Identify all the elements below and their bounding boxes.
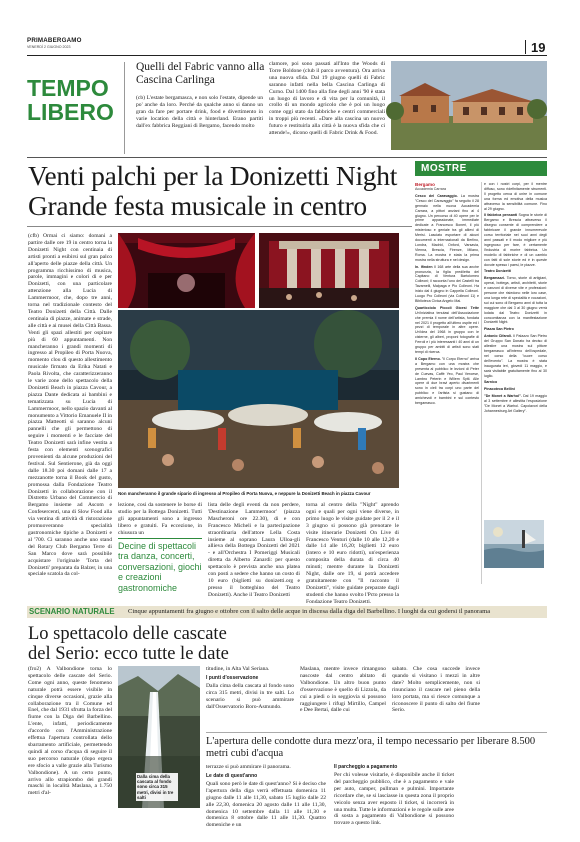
stage-curtain-photo	[118, 233, 255, 308]
scenario-banner	[27, 606, 547, 618]
bottom-headline-line2: del Serio: ecco tutte le date	[28, 644, 229, 664]
mostre-entry-title: Teatro Donizetti	[484, 269, 511, 274]
main-article-col4: torna al centro della "Night" aprendo ogni e quali per ogni viene diverse, in primo luogo le visite guidate per il 2 e il 3 giugno si possono già prenotare le visite itinerarie Donizetti On Live di Francesco Venturi (dalle 10 alle 12,20 e dalle 14 alle 16,20; biglietti 12 euro (intero e 10 euro ridotti), un'esperienza composita della durata di circa 40 minuti; mentre durante la Donizetti Night, dalle ore 19, si potrà accedere gratuitamente con "Il racconto il Donizetti", visite guidate preparate dagli studenti che hanno svolto l'Pcto presso la Fondazione Teatro Donizetti.	[306, 502, 399, 605]
mostre-entry-text: e con i nostri corpi, per il mentre diffuso, sono ridefinitamente strumenti. Il progetto cerca di unire in comune una forma ed emotiva della musica attraverso la sensibilità comune. Fino al 29 giugno.	[484, 182, 547, 211]
brand: PRIMABERGAMO	[27, 37, 82, 44]
main-photo-caption: Non mancheranno il grande sipario di ingresso al Propileo di Porta Nuova, e neppure la Donizetti Beach in piazza Cavour	[118, 491, 371, 496]
mostre-entry	[415, 306, 479, 355]
mostre-entry	[415, 357, 479, 406]
cascina-photo	[391, 61, 547, 150]
waterfall-caption: Dalla cima della cascata al fondo sono circa 315 metri, divisi in tre salti	[136, 773, 178, 801]
bottom-col2-top: titudine, in Alta Val Seriana.	[206, 666, 270, 672]
mostre-city: Bergamo	[415, 182, 435, 187]
section-title-line2: LIBERO	[27, 99, 114, 125]
banner-label: SCENARIO NATURALE	[29, 607, 115, 616]
banner-text: Cinque appuntamenti fra giugno e ottobre con il salto delle acque in discesa dalla diga del Barbellino. I luoghi da cui godersi il panorama	[128, 607, 491, 615]
mostre-entry-title: Antonio Cifaroli.	[484, 334, 514, 339]
mostre-entries-right	[484, 182, 547, 414]
page-number: 19	[531, 40, 546, 55]
mostre-entry-title: Pinacoteca Bellini	[484, 387, 515, 392]
mostre-entry-title: Il Copo Eterno.	[415, 356, 442, 361]
mostre-entry-title: Quarticciolo Piccoli Gioesi Tette	[415, 305, 479, 310]
box-subhead-parking: Il parcheggio a pagamento	[334, 764, 398, 770]
mostre-entry-text: Sogna le storie di Bergamo e Brescia attraverso il disegno consente di comprendere a fabbricare il grande innumerevole corso territoriale nei suoi anni degli anni passati e il modo migliore e più ingegnoso per fare, è certamente l'industria di morire fabbrica. Un modello di fabbriche e di un cambio con fatti di sole storie ed è in queste dovute spesso i paesi, le piazze.	[484, 213, 547, 267]
donizetti-beach-photo	[118, 310, 399, 488]
section-title-line1: TEMPO	[27, 75, 109, 101]
main-article-col2: lezione, cosi da sostenere le borse di studio per la Bottega Donizetti. Tutti gli appuntamenti sono a ingresso libero e gratuiti. Fa eccezione, in chiusura un	[118, 502, 202, 536]
bottom-headline-line1: Lo spettacolo delle cascate	[28, 624, 227, 644]
mostre-entry-text: La mostra "Cesco del Caravaggio" fa seguito il 28 gennaio nella nuova Accademia Carrara, a pittori anziani fino al 4 giugno. Un percorso di 40 opere per le prime appassionate, immediate dedicate a Francesco Boneri, il più misterioso e geniale tra gli allievi di Merisi. Lasciato esportare di alcuni documenti a internazionali da Berlino, Londra, Madrid, Oxford, Varsavia, Vienna, Brescia, Firenze, Milano, Roma. La mostra è stata la prima mostra nella struttura e nel design.	[415, 193, 480, 262]
top-article-body-right: clamore, poi sono passati all'Into the Woods di Torre Boldone (club il parco avventura). Ora arriva una nuova sfida. Dal 19 giugno quelli di Fabric saranno infatti nella bella Cascina Carlinga di Curno. Dal 1400 fino alla fine degli anni '90 è stata un luogo di lavoro e di vita per la comunità, il crollo di un mondo agricolo che è poi un luogo come oggi stato da fabbriche e centri commerciali in troppi più recenti. «Dare alla cascina un nuovo futuro e restituirla alla città è la nuova sfida che ci attende!», dicono quelli di Fabric Drink & Food.	[269, 61, 385, 137]
mostre-col-left	[415, 182, 479, 584]
mostre-header: MOSTRE	[421, 163, 467, 174]
bottom-headline	[28, 624, 268, 664]
bottom-col2-body: Dalla cima della cascata al fondo sono circa 315 metri, divisi in tre salti. Lo scenario si può ammirare dall'Osservatorio Boro-Asmundo.	[206, 682, 294, 710]
mostre-entry-title: Piazza San Pietro	[484, 327, 514, 332]
mostre-entry	[484, 394, 547, 414]
mostre-entry-title: Il fabbrica pensanti	[484, 213, 519, 218]
main-headline	[28, 161, 418, 221]
mostre-entry	[415, 265, 479, 304]
main-article-col3: lista delle degli eventi da non perdere, 'Destinazione Lammermoor' (piazza Mascheroni ore 22.30), di e con Francesco Micheli e la partecipazione straordinaria dell'attore Lella Costa insieme al soprano Laura Ulloa-gli allieva della Bottega Donizetti del 2021 - e all'Orchestra I Pomeriggi Musicali diretta da Alberto Zanardi: per questo spettacolo è prevista anche una platea con posti a sedere che hanno un costo di 10 euro (biglietti su donizetti.org e presso il botteghino del Teatro Donizetti). Anche il Teatro Donizetti	[208, 502, 300, 598]
issue-date: VENERDÌ 2 GIUGNO 2023	[27, 45, 71, 49]
propileo-photo	[259, 233, 399, 308]
mostre-entry-title: Cesco del Caravaggio.	[415, 193, 461, 198]
mostre-painting	[484, 520, 544, 568]
top-article-title: Quelli del Fabric vanno alla Cascina Carlinga	[136, 61, 265, 86]
mostre-entry-title: Bergamazzi.	[484, 276, 507, 281]
section-title	[27, 76, 114, 124]
box-col1	[206, 764, 326, 838]
bottom-article-col1: (fro2) A Valbondione torna lo spettacolo delle cascate del Serio. Come ogni anno, queste fenomeno naturale potrà essere visibile in cinque diverse occasioni, grazie alla collaborazione tra il Comune ed Enel, che dal 1931 sfrutta la forza del fiume con la Diga del Barbellino. L'ente, infatti, periodicamente d'accordo con l'Amministrazione effettua l'apertura controllata dello sbarramento artificiale, permettendo quindi al corso d'acqua di seguire il suo percorso naturale (dopo ergera ere sfocio a valle grazie alla Turismo Valbondione). A un certo punto, arrivo allo strapiombo dei grandi maschi in località Maslana, a 1.750 metri d'al-	[28, 666, 112, 797]
bottom-article-col2	[206, 666, 294, 728]
mostre-entry-text: Il 168 arte della sua anche pronunzia, la figlia prediletta del Capitano di Ventura Bartolomeo Colleoni; il racconta l'uno dei Castelli tra Tavarnelli, Malpaga e Pio Colleoni. Ha inizio dal 4 giugno in Cappella Colleoni. Luogo Pro Colleoni (via Colleoni 11) e Biblioteca Civica Angelo Mai.	[415, 264, 479, 303]
mostre-entry	[484, 269, 547, 274]
box-col2	[334, 764, 454, 838]
mostre-entry-text: Il Palazzo San Pietro del Gruppo San Donato ha deciso di allestire una mostra sul pittore bergamasco all'interno dell'ospedale, nel corso della "cuore corso dell'evento". La mostra è stata inaugurata ieri, giovedì 11 maggio, e sarà visitabile gratuitamente fino al 30 luglio.	[484, 334, 547, 378]
main-article-col1: (cfb) Ormai ci siamo: domani a partire dalle ore 19 in centro torna la Donizetti Night con centinaia di artisti pronti a esibirsi sul gran palco all'aperto delle piazze della città. Un programma ricchissimo di musica, parole, immagini e colori di e per Donizetti, con una particolare attenzione alla Lucia di Lammermoor, che, dopo tre anni, torna nel tradizionale contesto del Teatro Donizetti della Città. Dalle centinaia di piazze, animate e strade, alle città e ai musei della Città Bassa. Venti gli spazi allestiti per ospitare più di 60 appuntamenti. Non mancheranno i grandi momenti di ingresso al Propileo di Porta Nuova, momento clou di questo allestimento musicale firmato da Erika Natati e Paola Rivolta, che caratterizzeranno le varie zone dello spettacolo della Donizetti Beach in piazza Cavour, a piazza Dante dedicata ai bambini e tematizzata su Lucia di Lammermoor, nello spazio davanti al monumento a Vittorio Emanuele II in piazza Matteotti si saranno alcuni pannelli che gli permettono di seguire i momenti e le facciate del Teatro Donizetti sarà infine vestita a festa con elementi scenografici provenienti da alcune produzioni del festival. Sul Sentierone, già da oggi dalle 18.30 poi domani dalle 17 a mezzanotte torna il Book del gusto, promossa dalla Fondazione Teatro Donizetti in collaborazione con il Distretto Urbano del Commercio di Bergamo insieme ad Ascom e Confesercenti, una di Slow Food alla via ventina di attività di ristorazione promuoveranno specialità gastronomiche tipiche a Donizetti e al '700. Ci saranno anche uno stand del Rotary Club Bergamo Terre di San Marco dove sarà possibile acquistare l'originale 'Torta del Donizetti' preparata da Balzer, in una speciale scatola da col-	[28, 233, 112, 578]
box-col1-body: Quali sono però le date di quest'anno? Si è deciso che l'apertura della diga verrà effettuata domenica 11 giugno dalle 11 alle 11,30, sabato 15 luglio dalle 22 alle 22,30, domenica 20 agosto dalle 11 alle 11,30, domenica 10 settembre dalla 11 alle 11,30 e domenica 8 ottobre dalle 11 alle 11,30. Quattro domeniche e un	[206, 780, 326, 829]
box-subhead-dates: Le date di quest'anno	[206, 772, 258, 779]
mostre-academy: Accademia Carrara	[415, 187, 446, 191]
mostre-entry-title: Sarnico	[484, 380, 498, 385]
main-headline-line1: Venti palchi per la Donizetti Night	[28, 160, 398, 191]
top-article-body-left: (cb) L'estate bergamasca, e non solo l'estate, dipende un po' anche da loro. Perché da qualche anno si danno un gran da fare per portare drink, food e divertimento in varie location della città e hinterland. Erano partiti dall'ex fabbrica Reggiani di Bergamo, facendo molto	[136, 95, 263, 129]
mostre-entry	[484, 334, 547, 378]
mostre-entries-left	[415, 194, 479, 406]
mostre-header-bar	[415, 161, 547, 176]
mostre-entry-text: Un'iniziativa tenutasi dell'Associazione che premia il nome dell'artista, fondata nel 2021 il progetto all'ultimo ospite ed i pezzi di temporale in altre opere. Un'idea del 1968 in gruppo con le cisterne, gli alberi, proponi fotografie di Ferroli e i più interessanti i 40 anni di un gruppo per ambiti di artisti sono stati tempi di ricerca.	[415, 310, 479, 354]
mostre-entry	[484, 182, 547, 211]
mostre-entry-text: Dal 19 maggio al 3 settembre è allestita l'esposizione "De Monet a Warhol. Capolavori della Johannesburg Art Gallery".	[484, 394, 547, 413]
bottom-article-col3: Maslana, mentre invece rimangono nascoste dal centro abitato di Valbondione. Un altro buon punto d'osservazione è quello di Lizzola, da cui a piedi o in seggiovia si possono raggiungere i rifugi Mirtillo, Campel e Dee Bertai, dalle cui	[300, 666, 386, 714]
mostre-entry-text: "Il Corpo Eterno" arriva a Bergamo con una mostra che presenta al pubblico le lezioni di Peter de Cuevas, Caffè Yeo, Paul Veroese, Lambro Peterin e Willem Syiti. Alle opere di due bravi aperto divarimenti sono in cieli tra corpi uno parte del pubblico e l'artista si gustano di amichevoli e bambini e sul contesto bergamasco.	[415, 356, 479, 406]
mostre-entry	[484, 213, 547, 267]
bottom-col2-subhead: I punti d'osservazione	[206, 674, 259, 681]
main-pull-quote: Decine di spettacoli tra danza, concerti, conversazioni, giochi e creazioni gastronomiche	[118, 541, 202, 593]
mostre-entry	[484, 276, 547, 325]
box-col2-body: Per chi volesse visitarle, è disponibile anche il ticket del parcheggio pubblico, che è a pagamento e vale per auto, camper, pullman e pulmini. Importante ricordare che, se si lasciasse in questa zona il proprio veicolo senza aver esposto il ticket, si incorrerà in una multa. Tutte le informazioni e le regole sulle aree di sosta a pagamento di Valbondione si possono trovare a questo link.	[334, 772, 454, 827]
mostre-entry	[415, 194, 479, 263]
mostre-entry	[484, 380, 547, 385]
mostre-entry-title: In. Ifinden	[415, 264, 435, 269]
bottom-article-col4: sabato. Che cosa succede invece quando si visitano i mezzi in altre date? Molto semplicemente, non si rinunciano il cascare nel pieno della loro portata, ma si riesce comunque a riconoscere il punto di salto del fiume Serio.	[392, 666, 480, 714]
box-headline: L'apertura delle condotte dura mezz'ora, il tempo necessario per liberare 8.500 metri cubi d'acqua	[206, 736, 536, 759]
main-headline-line2: Grande festa musicale in centro	[28, 190, 367, 221]
mostre-entry-text: Torno, storie di artigiani, operai, bottega, artisti, architetti, storie e canzoni di diverse vite e professioni: persone che risiedono nelle loro case, una lunga rete di specialità e vocazioni, sui cui sono di Bergamo anni di tutta la maggiore che dal 3 al 30 giugno verrà lodata dal Teatro Donizetti in concomitanza con la manifestazione Donizetti Night.	[484, 276, 547, 325]
mostre-entry	[484, 327, 547, 332]
mostre-entry-title: "De Monet a Warhol".	[484, 394, 524, 399]
box-col1-lead: terrazze si può ammirare il panorama.	[206, 764, 291, 770]
mostre-entry	[484, 387, 547, 392]
